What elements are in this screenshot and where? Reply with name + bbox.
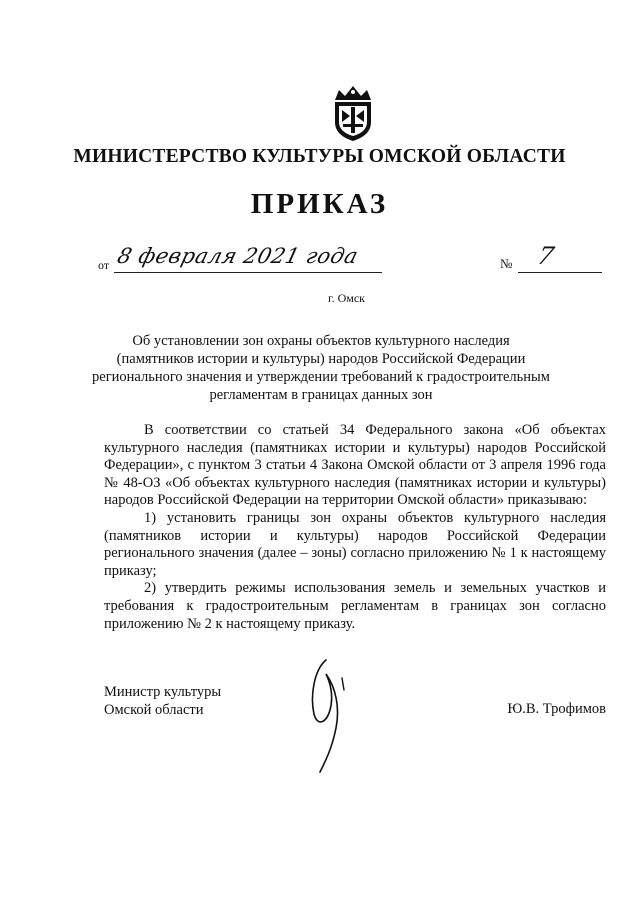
signer-name: Ю.В. Трофимов (507, 701, 606, 717)
date-prefix-label: от (98, 258, 110, 272)
order-body (104, 422, 606, 633)
document-type-title: ПРИКАЗ (250, 188, 389, 220)
number-label: № (500, 256, 513, 271)
order-subject: Об установлении зон охраны объектов культурного наследия (памятников истории и культуры) народов Российской Федерации регионального значения и утверждении требований к градостроительным регламентам в границах данных зон (92, 333, 550, 403)
date-number-row (98, 242, 608, 276)
handwritten-number: 7 (534, 242, 557, 270)
preamble-paragraph: В соответствии со статьей 34 Федерального закона «Об объектах культурного наследия (памятниках истории и культуры) народов Российской Федерации», с пунктом 3 статьи 4 Закона Омской области от 3 апреля 1996 года № 48-ОЗ «Об объектах культурного наследия (памятниках истории и культуры) народов Российской Федерации на территории Омской области» приказываю: (104, 422, 606, 509)
date-underline (114, 272, 382, 273)
signer-position (104, 683, 221, 719)
signer-position-line-2: Омской области (104, 702, 204, 718)
handwritten-date: 8 февраля 2021 года (115, 244, 361, 268)
signer-position-line-1: Министр культуры (104, 684, 222, 700)
omsk-coat-of-arms-icon (329, 80, 377, 142)
city-label: г. Омск (328, 291, 365, 305)
number-underline (518, 272, 602, 273)
order-item-1: 1) установить границы зон охраны объектов культурного наследия (памятников истории и культуры) народов Российской Федерации регионального значения (далее – зоны) согласно приложению № 1 к настоящему приказу; (104, 509, 606, 579)
order-item-2: 2) утвердить режимы использования земель и земельных участков и требования к градостроительным регламентам в границах зон согласно приложению № 2 к настоящему приказу. (104, 580, 606, 632)
ministry-title: МИНИСТЕРСТВО КУЛЬТУРЫ ОМСКОЙ ОБЛАСТИ (73, 146, 566, 167)
handwritten-signature-icon (296, 648, 366, 778)
